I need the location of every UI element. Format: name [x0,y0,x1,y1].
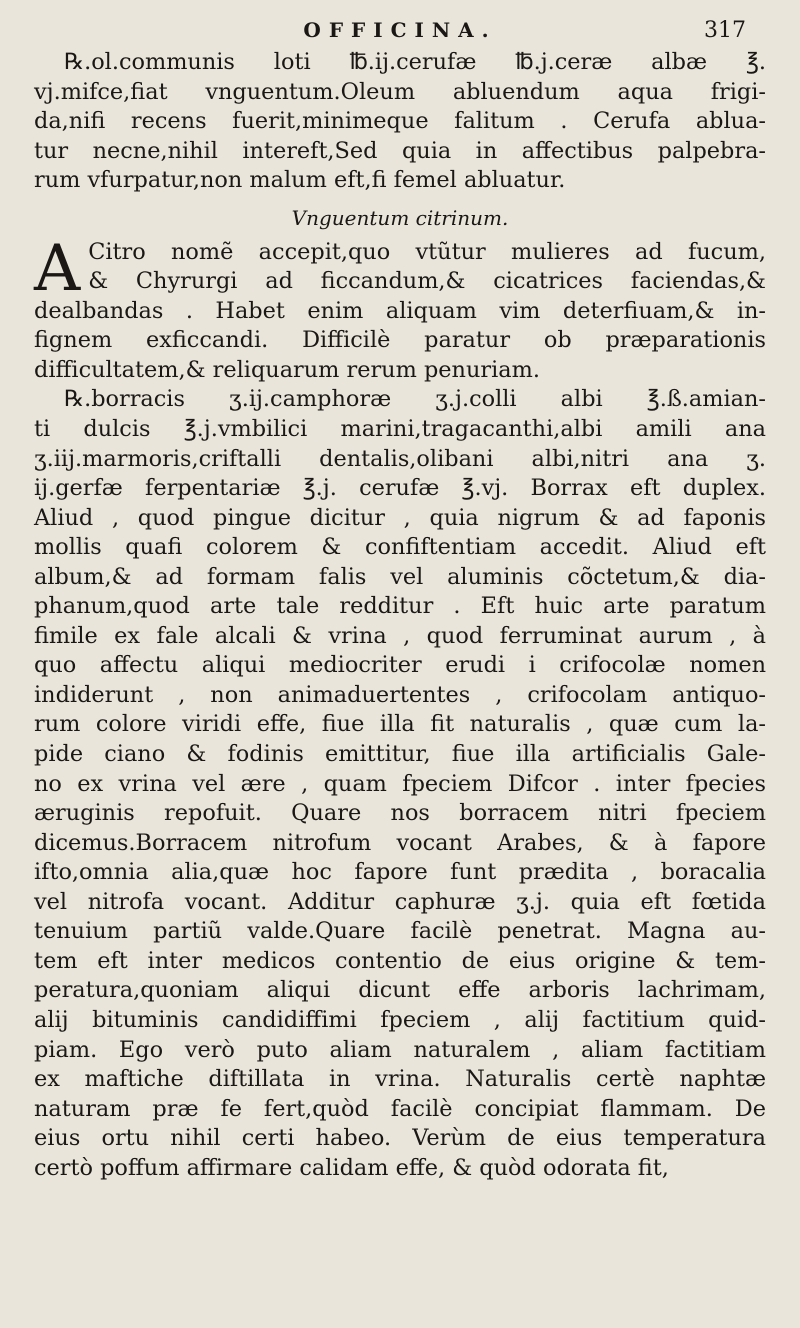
section-heading: Vnguentum citrinum. [291,205,509,230]
text-line: æruginis repofuit. Quare nos borracem nitri fpeciem [34,800,766,827]
text-line: difficultatem,& reliquarum rerum penuriam. [34,356,540,383]
text-line: phanum,quod arte tale redditur . Eft huic arte paratum [34,593,766,620]
text-line: tur necne,nihil intereft,Sed quia in affectibus palpebra- [34,137,766,164]
text-line: naturam præ fe fert,quòd facilè concipiat flammam. De [34,1095,766,1122]
text-line: & Chyrurgi ad ficcandum,& cicatrices faciendas,& [88,268,766,295]
text-line: ifto,omnia alia,quæ hoc fapore funt prædita , boracalia [34,859,766,886]
text-line: ex maftiche diftillata in vrina. Naturalis certè naphtæ [34,1066,766,1093]
text-line: piam. Ego verò puto aliam naturalem , aliam factitiam [34,1036,766,1063]
text-line: quo affectu aliqui mediocriter erudi i crifocolæ nomen [34,652,766,679]
text-line: Aliud , quod pingue dicitur , quia nigrum & ad faponis [34,504,766,531]
text-line: no ex vrina vel ære , quam fpeciem Difcor . inter fpecies [34,770,766,797]
text-line: ʒ.iij.marmoris,criftalli dentalis,olibani albi,nitri ana ʒ. [34,445,766,472]
text-line: da,nifi recens fuerit,minimeque falitum . Cerufa ablua- [34,108,766,135]
text-line: pide ciano & fodinis emittitur, fiue illa artificialis Gale- [34,741,766,768]
text-line: fimile ex fale alcali & vrina , quod ferruminat aurum , à [34,622,766,649]
text-line: alij bituminis candidiffimi fpeciem , alij factitium quid- [34,1006,766,1033]
text-line: tem eft inter medicos contentio de eius origine & tem- [34,947,766,974]
text-line: mollis quafi colorem & confiftentiam accedit. Aliud eft [34,534,766,561]
text-line: dealbandas . Habet enim aliquam vim deterfiuam,& in- [34,297,766,324]
text-line: tenuium partiũ valde.Quare facilè penetrat. Magna au- [34,918,766,945]
running-head [34,18,766,48]
opening-paragraph [34,48,766,196]
text-line: album,& ad formam falis vel aluminis cõctetum,& dia- [34,563,766,590]
text-line: vj.mifce,fiat vnguentum.Oleum abluendum aqua frigi- [34,78,766,105]
text-line: vel nitrofa vocant. Additur caphuræ ʒ.j. quia eft fœtida [34,888,766,915]
text-line: rum colore viridi effe, fiue illa fit naturalis , quæ cum la- [34,711,766,738]
text-line: ti dulcis ℥.j.vmbilici marini,tragacanthi,albi amili ana [34,416,766,443]
text-line: ℞.ol.communis loti ℔.ij.cerufæ ℔.j.ceræ albæ ℥. [64,49,766,75]
page-number: 317 [704,18,746,43]
text-line: fignem exficcandi. Difficilè paratur ob præparationis [34,327,766,354]
text-line: certò poffum affirmare calidam effe, & quòd odorata fit, [34,1154,669,1181]
text-line: indiderunt , non animaduertentes , crifocolam antiquo- [34,681,766,708]
drop-cap: A [34,231,81,306]
text-line: ij.gerfæ ferpentariæ ℥.j. cerufæ ℥.vj. Borrax eft duplex. [34,475,766,502]
text-line: ℞.borracis ʒ.ij.camphoræ ʒ.j.colli albi ℥.ß.amian- [64,386,766,413]
text-line: dicemus.Borracem nitrofum vocant Arabes, & à fapore [34,829,766,856]
text-line: eius ortu nihil certi habeo. Verùm de eius temperatura [34,1125,766,1152]
running-title: OFFICINA. [303,18,497,42]
text-line: rum vfurpatur,non malum eft,fi femel abluatur. [34,167,566,194]
text-line: peratura,quoniam aliqui dicunt effe arboris lachrimam, [34,977,766,1004]
text-line: Citro nomẽ accepit,quo vtũtur mulieres ad fucum, [88,238,766,265]
main-paragraph [34,231,766,1184]
